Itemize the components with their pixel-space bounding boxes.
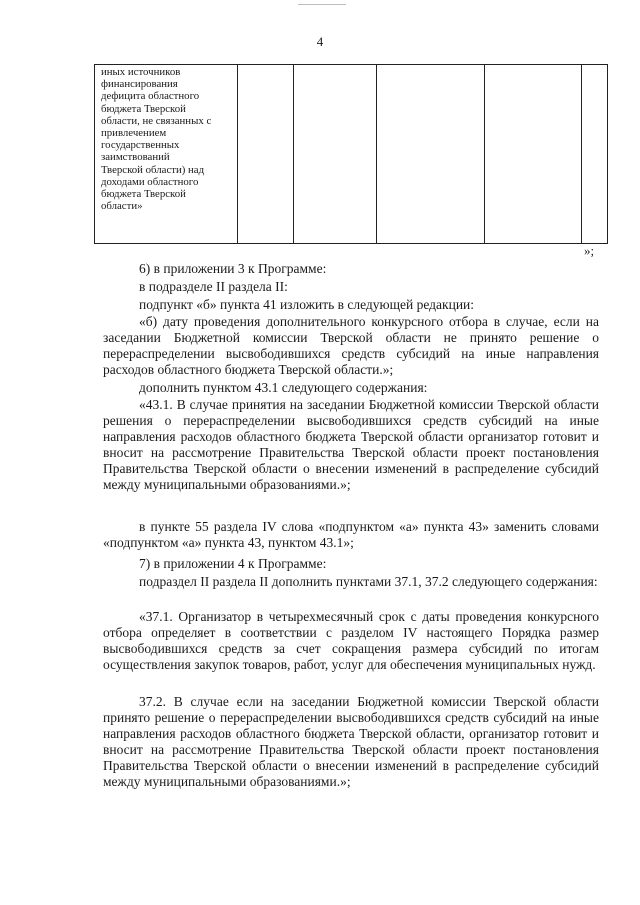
cell-line: государственных xyxy=(101,139,180,152)
cell-line: доходами областного xyxy=(101,175,199,188)
table-cell-description xyxy=(95,65,238,244)
paragraph-add-43-1: дополнить пунктом 43.1 следующего содержания: xyxy=(139,380,428,395)
cell-line: иных источников xyxy=(101,66,181,78)
cell-line: бюджета Тверской xyxy=(101,102,186,115)
paragraph-quote-43-1: «43.1. В случае принятия на заседании Бюджетной комиссии Тверской области решения о перераспределении высвободившихся средств субсидий на иные направления расходов областного бюджета Тверской области организатор готовит и вносит на рассмотрение Правительства Тверской области проект постановления Правительства Тверской области о внесении изменений в распределение субсидий между муниципальными образованиями.»; xyxy=(103,397,599,492)
page-number: 4 xyxy=(316,34,324,49)
paragraph-37-2: 37.2. В случае если на заседании Бюджетной комиссии Тверской области принято решение о перераспределении высвободившихся средств субсидий на иные направления расходов областного бюджета Тверской области, организатор готовит и вносит на рассмотрение Правительства Тверской области проект постановления Правительства Тверской области о внесении изменений в распределение субсидий между муниципальными образованиями.»; xyxy=(103,694,599,789)
paragraph-add-37: подраздел II раздела II дополнить пунктами 37.1, 37.2 следующего содержания: xyxy=(139,574,598,589)
cell-line: бюджета Тверской xyxy=(101,188,186,201)
table-cell-empty xyxy=(238,65,294,244)
cell-line: дефицита областного xyxy=(101,90,200,103)
table-cell-empty xyxy=(582,65,608,244)
table-closing-quote: »; xyxy=(584,243,595,258)
table-cell-empty xyxy=(294,65,377,244)
top-edge-mark xyxy=(298,4,346,5)
paragraph-point-55: в пункте 55 раздела IV слова «подпунктом «а» пункта 43» заменить словами «подпунктом «а» пункта 43, пунктом 43.1»; xyxy=(103,519,599,550)
table-row xyxy=(95,65,608,244)
cell-line: финансирования xyxy=(101,78,178,91)
continued-table xyxy=(94,64,608,244)
paragraph-item-7: 7) в приложении 4 к Программе: xyxy=(139,556,327,571)
table-cell-empty xyxy=(485,65,582,244)
cell-line: заимствований xyxy=(101,151,170,164)
paragraph-quote-37-1: «37.1. Организатор в четырехмесячный срок с даты проведения конкурсного отбора определяет в соответствии с разделом IV настоящего Порядка размер высвободившихся средств за счет сокращения размера субсидий по итогам осуществления закупок товаров, работ, услуг для обеспечения муниципальных нужд. xyxy=(103,609,599,672)
paragraph-subsection: в подразделе II раздела II: xyxy=(139,279,288,294)
cell-line: области, не связанных с xyxy=(101,114,212,127)
paragraph-item-6: 6) в приложении 3 к Программе: xyxy=(139,261,327,276)
table-cell-empty xyxy=(377,65,485,244)
cell-line: области» xyxy=(101,200,143,213)
cell-line: привлечением xyxy=(101,127,167,140)
paragraph-quote-b: «б) дату проведения дополнительного конкурсного отбора в случае, если на заседании Бюджетной комиссии Тверской области не принято решение о перераспределении высвободившихся средств субсидий на иные направления расходов областного бюджета Тверской области.»; xyxy=(103,314,599,377)
cell-line: Тверской области) над xyxy=(101,163,205,176)
paragraph-subpoint-b: подпункт «б» пункта 41 изложить в следующей редакции: xyxy=(139,297,475,312)
